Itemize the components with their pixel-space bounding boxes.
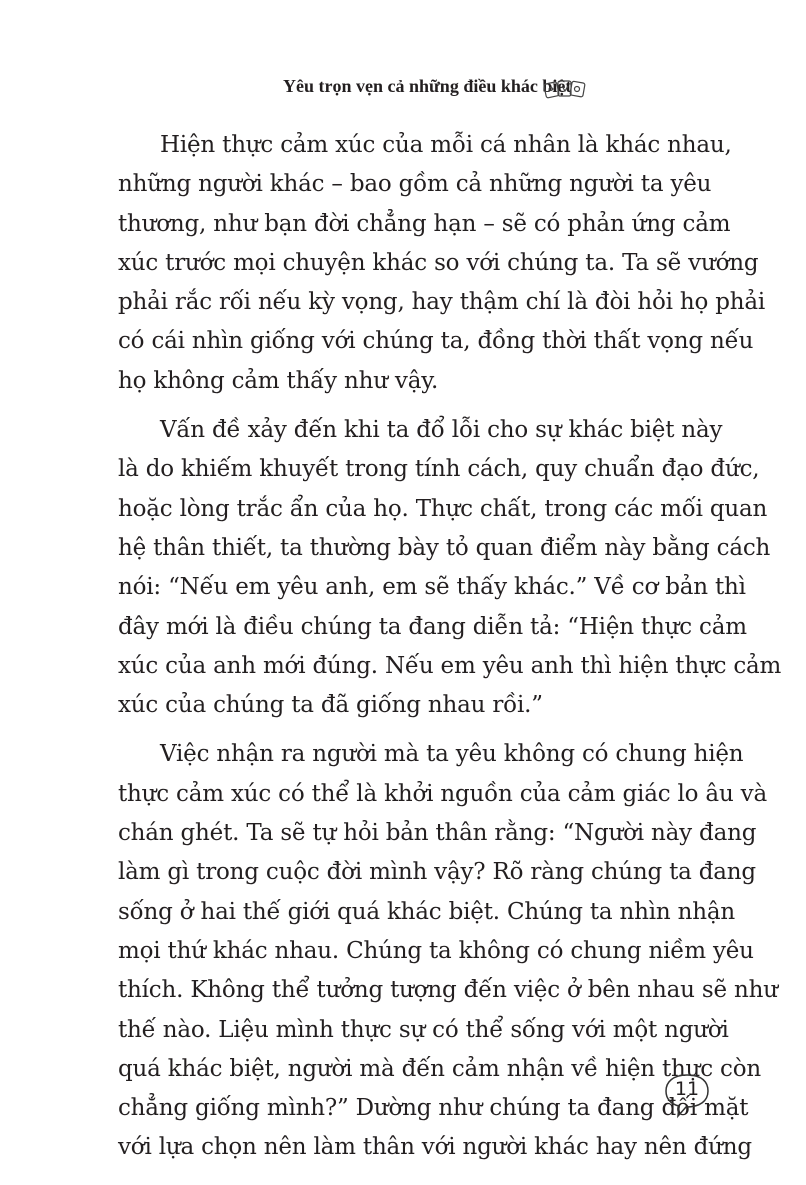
text-line: xúc của anh mới đúng. Nếu em yêu anh thì hiện thực cảm	[118, 652, 782, 679]
text-line: thực cảm xúc có thể là khởi nguồn của cảm giác lo âu và	[118, 780, 767, 807]
text-line: hoặc lòng trắc ẩn của họ. Thực chất, trong các mối quan	[118, 495, 768, 522]
text-line: chẳng giống mình?” Dường như chúng ta đang đối mặt	[118, 1095, 749, 1122]
text-line: thương, như bạn đời chẳng hạn – sẽ có phản ứng cảm	[118, 210, 731, 237]
body-text	[118, 126, 782, 1178]
text-line: quá khác biệt, người mà đến cảm nhận về hiện thực còn	[118, 1055, 762, 1082]
text-line: sống ở hai thế giới quá khác biệt. Chúng ta nhìn nhận	[118, 898, 735, 925]
text-line: xúc trước mọi chuyện khác so với chúng ta. Ta sẽ vướng	[118, 249, 759, 276]
text-line: hệ thân thiết, ta thường bày tỏ quan điểm này bằng cách	[118, 534, 771, 561]
paragraph	[118, 735, 778, 1167]
text-line: nói: “Nếu em yêu anh, em sẽ thấy khác.” Về cơ bản thì	[118, 574, 746, 601]
text-line: có cái nhìn giống với chúng ta, đồng thời thất vọng nếu	[118, 328, 754, 355]
text-line: thế nào. Liệu mình thực sự có thể sống với một người	[118, 1016, 729, 1043]
page-number-bubble	[664, 1072, 710, 1112]
text-line: mọi thứ khác nhau. Chúng ta không có chung niềm yêu	[118, 937, 754, 964]
text-line: Hiện thực cảm xúc của mỗi cá nhân là khác nhau,	[160, 132, 732, 158]
text-line: làm gì trong cuộc đời mình vậy? Rõ ràng chúng ta đang	[118, 859, 756, 886]
text-line: xúc của chúng ta đã giống nhau rồi.”	[118, 692, 543, 719]
text-line: với lựa chọn nên làm thân với người khác hay nên đứng	[118, 1134, 752, 1161]
running-title: Yêu trọn vẹn cả những điều khác biệt	[283, 76, 572, 96]
text-line: đây mới là điều chúng ta đang diễn tả: “Hiện thực cảm	[118, 613, 747, 640]
page-number: 11	[674, 1078, 700, 1100]
paragraph	[118, 411, 782, 725]
text-line: chán ghét. Ta sẽ tự hỏi bản thân rằng: “Người này đang	[118, 820, 757, 847]
playing-cards-icon	[543, 78, 587, 105]
text-line: là do khiếm khuyết trong tính cách, quy chuẩn đạo đức,	[118, 456, 760, 483]
text-line: họ không cảm thấy như vậy.	[118, 367, 439, 394]
paragraph	[118, 126, 766, 401]
text-line: Vấn đề xảy đến khi ta đổ lỗi cho sự khác biệt này	[160, 417, 723, 444]
text-line: những người khác – bao gồm cả những người ta yêu	[118, 171, 712, 198]
text-line: Việc nhận ra người mà ta yêu không có chung hiện	[160, 741, 744, 768]
text-line: phải rắc rối nếu kỳ vọng, hay thậm chí là đòi hỏi họ phải	[118, 289, 766, 316]
text-line: thích. Không thể tưởng tượng đến việc ở bên nhau sẽ như	[118, 977, 778, 1004]
